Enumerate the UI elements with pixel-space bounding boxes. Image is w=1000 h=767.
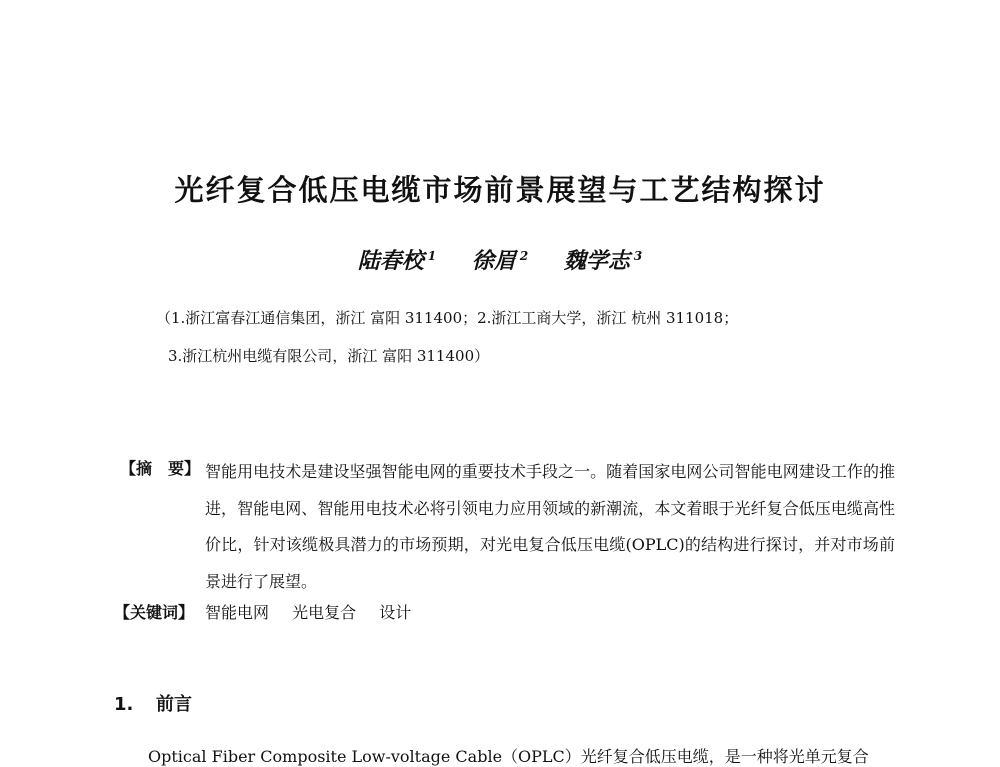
section-number: 1.: [114, 694, 134, 715]
body-text-line: Optical Fiber Composite Low-voltage Cable（OPLC）光纤复合低压电缆，是一种将光单元复合: [148, 747, 869, 766]
author-affil-mark: 3: [633, 248, 643, 263]
author-3: [564, 244, 642, 275]
keywords-list: [205, 600, 429, 623]
author-affil-mark: 1: [427, 248, 437, 263]
author-affil-mark: 2: [519, 248, 529, 263]
author-2: [472, 244, 528, 275]
keyword: 光电复合: [292, 603, 357, 622]
keyword: 智能电网: [205, 603, 270, 622]
keywords-label: 【关键词】: [114, 603, 195, 622]
abstract-label: 【摘 要】: [120, 459, 201, 478]
keyword: 设计: [379, 603, 412, 622]
affiliation-line-2: 3.浙江杭州电缆有限公司，浙江 富阳 311400）: [168, 347, 490, 365]
section-title: 前言: [156, 694, 192, 715]
author-name: 魏学志: [563, 248, 630, 274]
abstract-text: 智能用电技术是建设坚强智能电网的重要技术手段之一。随着国家电网公司智能电网建设工作的推进，智能电网、智能用电技术必将引领电力应用领域的新潮流，本文着眼于光纤复合低压电缆高性价比，针对该缆极具潜力的市场预期，对光电复合低压电缆(OPLC)的结构进行探讨，并对市场前景进行了展望。: [205, 462, 895, 591]
author-list: [0, 244, 1000, 275]
paper-title: 光纤复合低压电缆市场前景展望与工艺结构探讨: [174, 173, 826, 207]
section-heading: [114, 690, 192, 716]
affiliation-line-1: （1.浙江富春江通信集团，浙江 富阳 311400；2.浙江工商大学，浙江 杭州 311018；: [156, 309, 739, 327]
author-name: 陆春校: [357, 248, 424, 274]
author-name: 徐眉: [471, 248, 516, 274]
author-1: [358, 244, 436, 275]
